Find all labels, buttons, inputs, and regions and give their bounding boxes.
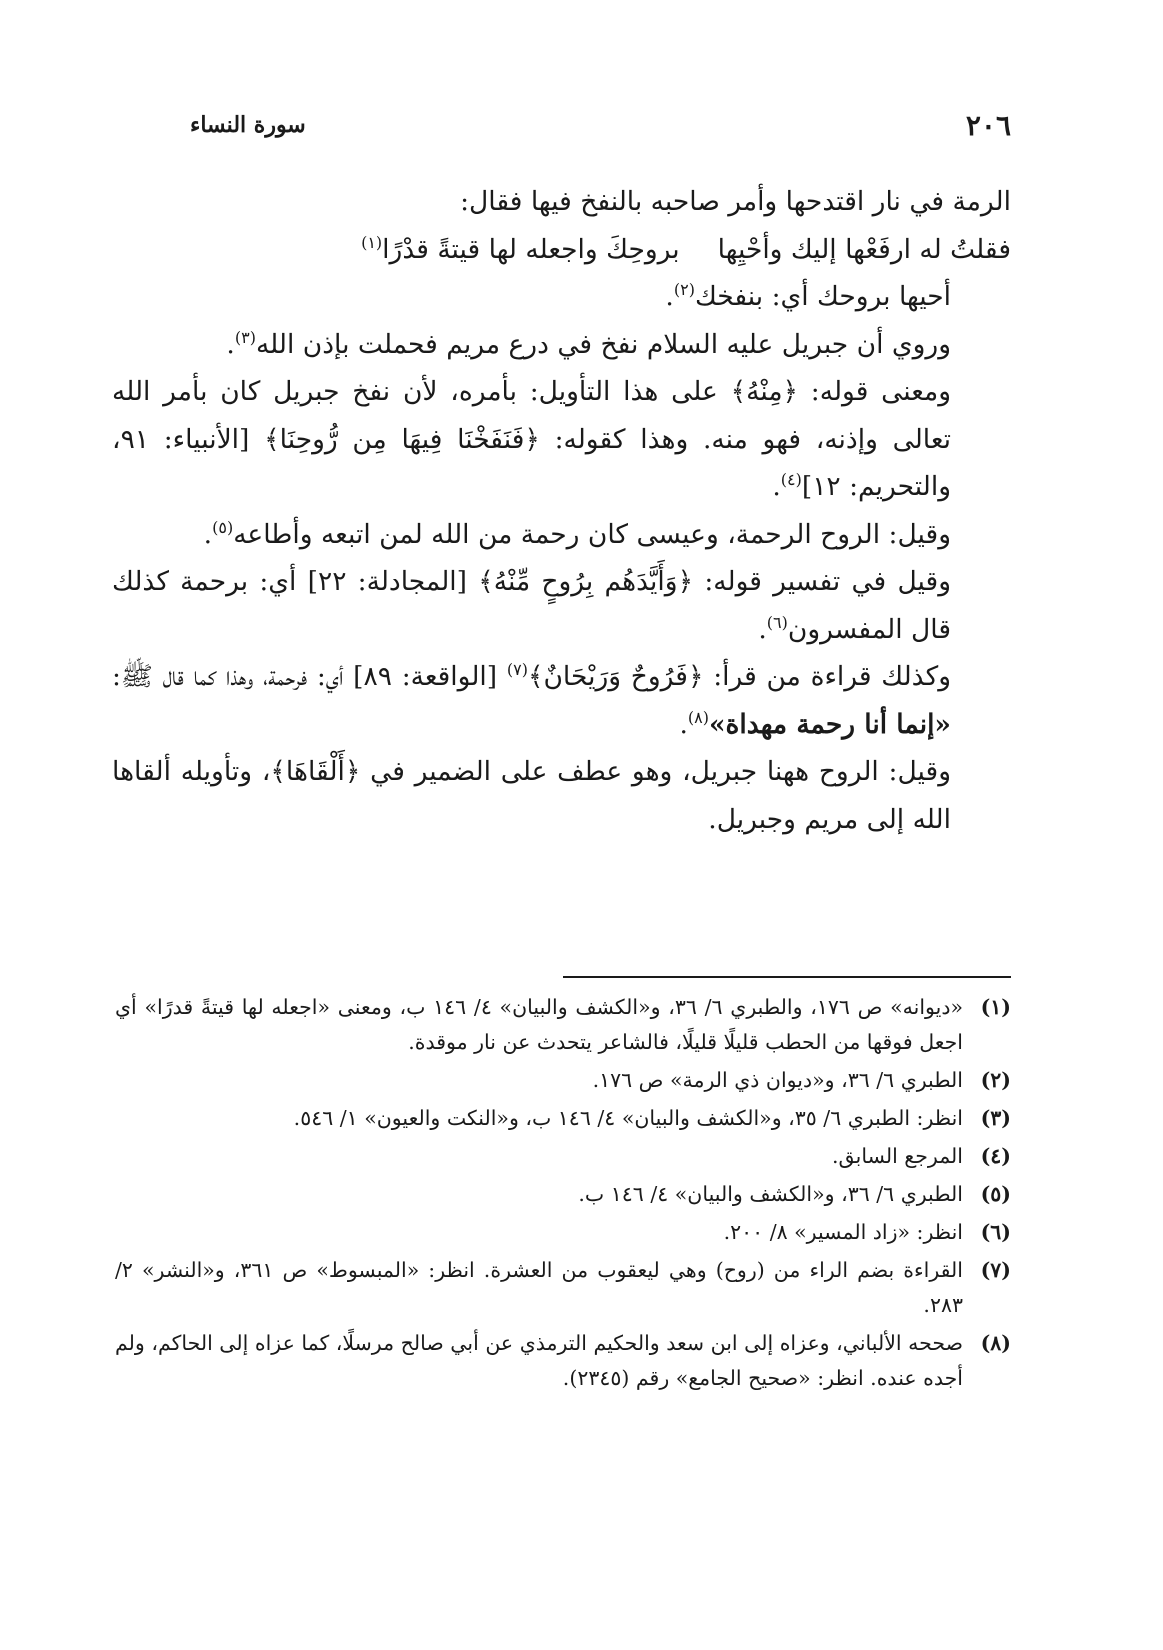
footnote-6 [115,1215,1011,1250]
footnote-number: (٧) [980,1258,1011,1282]
footnotes [115,990,1011,1399]
hadith-quote: «إنما أنا رحمة مهداة» [708,708,951,740]
page-header [190,100,1011,150]
paragraph-6: وقيل في تفسير قوله: ﴿وَأَيَّدَهُم بِرُوحٍ مِّنْهُ﴾ [المجادلة: ٢٢] أي: برحمة كذلك قال المفسرون$^{(٦)}$. [112,566,952,645]
paragraph-6-text: وقيل في تفسير قوله: ﴿وَأَيَّدَهُم بِرُوحٍ مِّنْهُ﴾ [المجادلة: ٢٢] أي: برحمة كذلك قال المفسرون [112,566,952,645]
paragraph-7: وكذلك قراءة من قرأ: ﴿فَرُوحٌ وَرَيْحَانٌ﴾$^{(٧)}$ [الواقعة: ٨٩] أي: فرحمة، وهذا كما قال ﷺ: «إنما أنا رحمة مهداة»$^{(٨)}$. [112,660,952,740]
footnote-text: الطبري ٦/ ٣٦، و«الكشف والبيان» ٤/ ١٤٦ ب. [578,1182,963,1206]
poetry-verse [112,226,1011,274]
footnote-number: (٦) [980,1220,1011,1244]
paragraph-8-text: وقيل: الروح ههنا جبريل، وهو عطف على الضمير في ﴿أَلْقَاهَا﴾، وتأويله ألقاها الله إلى مريم وجبريل. [112,756,951,835]
footnote-number: (١) [980,995,1011,1019]
footnote-text: «ديوانه» ص ١٧٦، والطبري ٦/ ٣٦، و«الكشف والبيان» ٤/ ١٤٦ ب، ومعنى «اجعله لها قيتةً قدرًا» أي اجعل فوقها من الحطب قليلًا قليلًا، فالشاعر يتحدث عن نار موقدة. [115,995,963,1054]
paragraph-2: أحيها بروحك أي: بنفخك$^{(٢)}$. [665,280,951,312]
footnote-number: (٣) [980,1106,1011,1130]
footnote-number: (٢) [980,1068,1011,1092]
page-number: ٢٠٦ [965,108,1011,142]
footnote-number: (٨) [980,1331,1011,1355]
paragraph-1 [112,178,1011,226]
footnote-7 [115,1253,1011,1323]
paragraph-7-text-a: وكذلك قراءة من قرأ: ﴿فَرُوحٌ وَرَيْحَانٌ﴾ [527,661,952,692]
footnote-ref-6: (٦) [766,612,788,632]
footnote-text: انظر: الطبري ٦/ ٣٥، و«الكشف والبيان» ٤/ ١٤٦ ب، و«النكت والعيون» ١/ ٥٤٦. [293,1106,963,1130]
paragraph-3: وروي أن جبريل عليه السلام نفخ في درع مريم فحملت بإذن الله$^{(٣)}$. [226,327,951,360]
verse-second-hemistich-text: بروحِكَ واجعله لها قيتةً قدْرًا [382,233,680,265]
footnote-number: (٥) [980,1182,1011,1206]
footnote-separator [563,976,1011,978]
footnote-5 [115,1177,1011,1212]
footnote-2 [115,1063,1011,1098]
footnote-number: (٤) [980,1144,1011,1168]
paragraph-1-text: الرمة في نار اقتدحها وأمر صاحبه بالنفخ فيها فقال: [460,186,1011,217]
footnote-3 [115,1101,1011,1136]
paragraph-8 [112,748,1011,843]
footnote-ref-5: (٥) [212,517,234,537]
footnote-8 [115,1326,1011,1396]
paragraph-4-text: ومعنى قوله: ﴿مِنْهُ﴾ على هذا التأويل: بأمره، لأن نفخ جبريل كان بأمر الله تعالى وإذنه، فهو منه. وهذا كقوله: ﴿فَنَفَخْنَا فِيهَا مِن رُّوحِنَا﴾ [الأنبياء: ٩١، والتحريم: ١٢] [112,376,951,502]
footnote-text: صححه الألباني، وعزاه إلى ابن سعد والحكيم الترمذي عن أبي صالح مرسلًا، كما عزاه إلى الحاكم، ولم أجده عنده. انظر: «صحيح الجامع» رقم (٢٣٤٥). [115,1331,963,1390]
footnote-text: المرجع السابق. [832,1144,963,1168]
surah-title: سورة النساء [190,112,306,138]
paragraph-4: ومعنى قوله: ﴿مِنْهُ﴾ على هذا التأويل: بأمره، لأن نفخ جبريل كان بأمر الله تعالى وإذنه، فهو منه. وهذا كقوله: ﴿فَنَفَخْنَا فِيهَا مِن رُّوحِنَا﴾ [الأنبياء: ٩١، والتحريم: ١٢]$^{(٤)}$. [112,376,951,502]
footnote-ref-1: (١) [361,232,383,252]
paragraph-5-text: وقيل: الروح الرحمة، وعيسى كان رحمة من الله لمن اتبعه وأطاعه [233,518,951,550]
footnote-ref-4: (٤) [780,470,802,490]
verse-first-hemistich: فقلتُ له ارفَعْها إليك وأحْيِها [717,233,1011,265]
verse-second-hemistich [361,226,680,274]
footnote-ref-3: (٣) [234,327,256,347]
footnote-1 [115,990,1011,1060]
footnote-text: الطبري ٦/ ٣٦، و«ديوان ذي الرمة» ص ١٧٦. [592,1068,963,1092]
footnote-text: انظر: «زاد المسير» ٨/ ٢٠٠. [723,1220,963,1244]
paragraph-5: وقيل: الروح الرحمة، وعيسى كان رحمة من الله لمن اتبعه وأطاعه$^{(٥)}$. [203,517,951,550]
footnote-ref-2: (٢) [673,280,695,300]
paragraph-7-text-b: [الواقعة: ٨٩] أي: فرحمة، وهذا كما قال ﷺ: [112,661,507,692]
paragraph-3-text: وروي أن جبريل عليه السلام نفخ في درع مريم فحملت بإذن الله [255,328,951,360]
footnote-ref-7: (٧) [506,660,528,680]
footnote-text: القراءة بضم الراء من (روح) وهي ليعقوب من العشرة. انظر: «المبسوط» ص ٣٦١، و«النشر» ٢/ ٢٨٣. [115,1258,963,1317]
main-text [112,178,1011,843]
footnote-4 [115,1139,1011,1174]
paragraph-2-text: أحيها بروحك أي: بنفخك [694,281,951,312]
footnote-ref-8: (٨) [687,707,709,727]
